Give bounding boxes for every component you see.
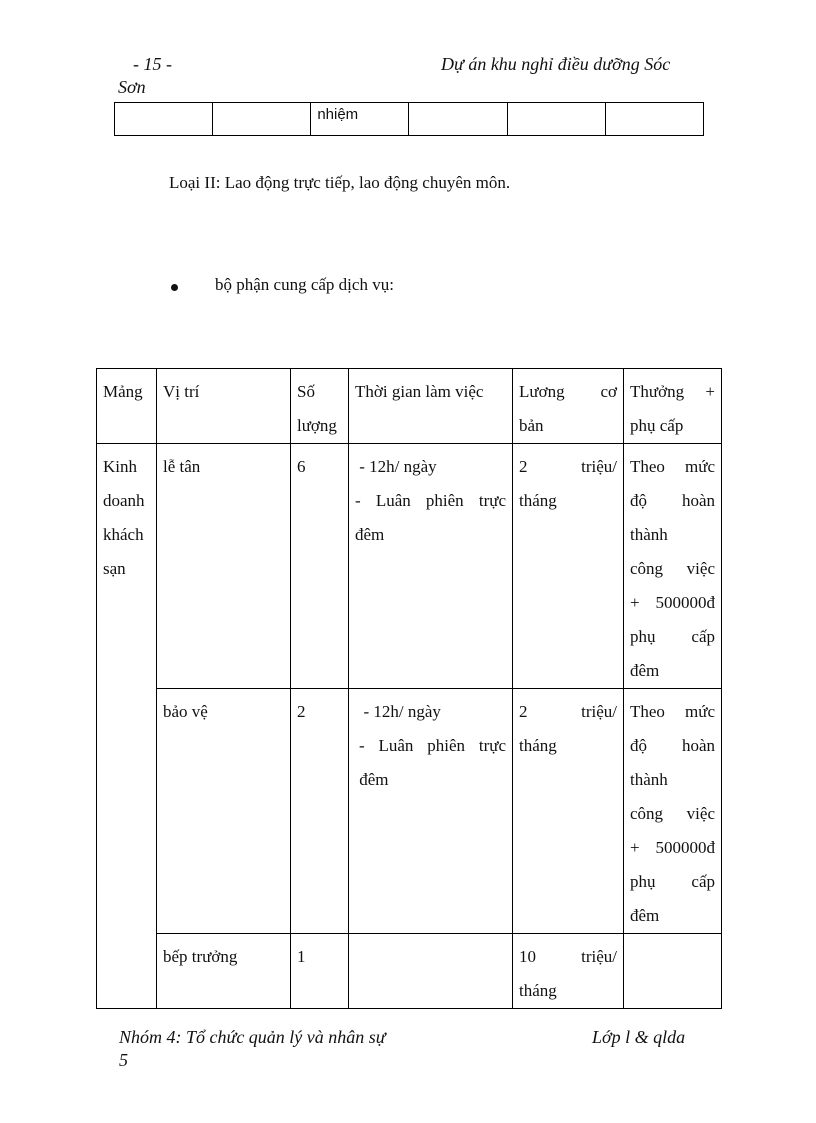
table-cell: nhiệm	[311, 103, 409, 136]
footer-group: Nhóm 4: Tổ chức quản lý và nhân sự	[119, 1027, 386, 1047]
header-mang: Mảng	[97, 369, 157, 444]
footer-class: Lớp l & qlda	[592, 1027, 686, 1047]
bullet-icon	[171, 284, 178, 291]
table-row	[97, 444, 722, 689]
table-cell	[605, 103, 703, 136]
header-so-luong: Số lượng	[291, 369, 349, 444]
salary-cell: 10 triệu/ tháng	[513, 934, 624, 1009]
schedule-cell	[349, 934, 513, 1009]
bonus-cell	[624, 934, 722, 1009]
schedule-cell: - 12h/ ngày - Luân phiên trực đêm	[349, 444, 513, 689]
count-cell: 6	[291, 444, 349, 689]
continued-table	[114, 102, 704, 136]
table-cell	[409, 103, 507, 136]
position-cell: bảo vệ	[157, 689, 291, 934]
salary-cell: 2 triệu/ tháng	[513, 689, 624, 934]
count-cell: 1	[291, 934, 349, 1009]
footer-group-number: 5	[119, 1050, 128, 1070]
table-cell	[115, 103, 213, 136]
bonus-cell: Theo mức độ hoàn thành công việc + 500000đ phụ cấp đêm	[624, 444, 722, 689]
header-vi-tri: Vị trí	[157, 369, 291, 444]
count-cell: 2	[291, 689, 349, 934]
table-row	[97, 934, 722, 1009]
staffing-table	[96, 368, 722, 1009]
page-number: - 15 -	[133, 54, 172, 74]
bullet-text: bộ phận cung cấp dịch vụ:	[215, 275, 394, 294]
table-row	[97, 689, 722, 934]
table-header-row	[97, 369, 722, 444]
bonus-cell: Theo mức độ hoàn thành công việc + 500000đ phụ cấp đêm	[624, 689, 722, 934]
position-cell: lễ tân	[157, 444, 291, 689]
header-luong: Lương cơ bản	[513, 369, 624, 444]
table-cell	[507, 103, 605, 136]
table-row	[115, 103, 704, 136]
section-heading: Loại II: Lao động trực tiếp, lao động chuyên môn.	[169, 173, 511, 192]
position-cell: bếp trưởng	[157, 934, 291, 1009]
document-title-continued: Sơn	[118, 77, 146, 97]
header-thuong: Thưởng + phụ cấp	[624, 369, 722, 444]
header-thoi-gian: Thời gian làm việc	[349, 369, 513, 444]
schedule-cell: - 12h/ ngày - Luân phiên trực đêm	[349, 689, 513, 934]
group-cell: Kinh doanh khách sạn	[97, 444, 157, 1009]
document-title: Dự án khu nghỉ điều dưỡng Sóc	[441, 54, 671, 74]
salary-cell: 2 triệu/ tháng	[513, 444, 624, 689]
table-cell	[213, 103, 311, 136]
